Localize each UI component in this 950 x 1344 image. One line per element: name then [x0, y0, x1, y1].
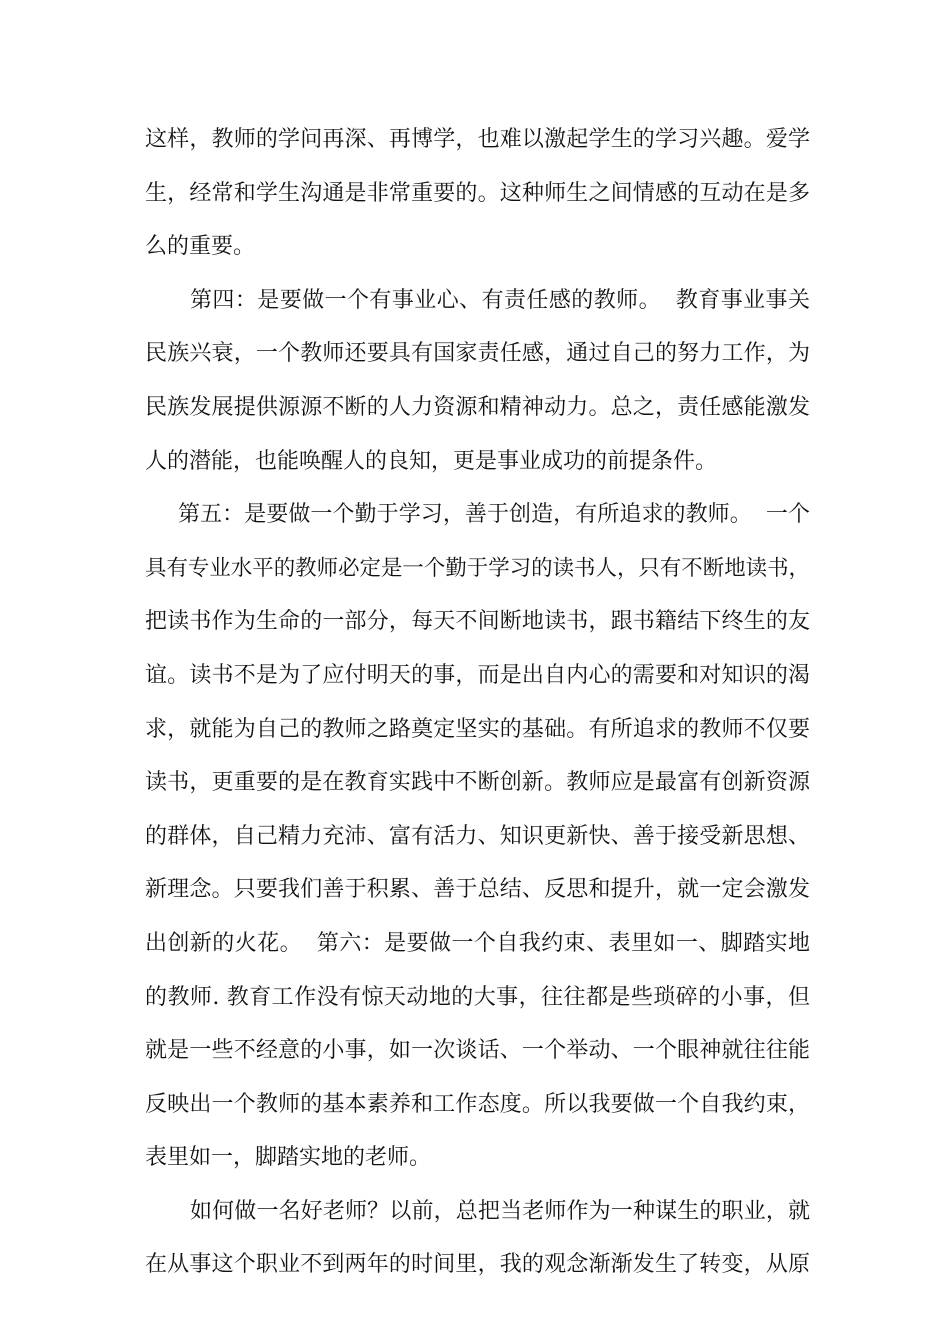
text-line: 如何做一名好老师？以前，总把当老师作为一种谋生的职业，就 — [190, 1198, 810, 1224]
text-line: 具有专业水平的教师必定是一个勤于学习的读书人，只有不断地读书， — [145, 555, 810, 581]
text-line: 第四：是要做一个有事业心、有责任感的教师。 教育事业事关 — [190, 287, 810, 313]
text-line: 这样，教师的学问再深、再博学，也难以激起学生的学习兴趣。爱学 — [145, 127, 810, 152]
text-line: 就是一些不经意的小事，如一次谈话、一个举动、一个眼神就往往能 — [145, 1038, 810, 1064]
text-line: 读书，更重要的是在教育实践中不断创新。教师应是最富有创新资源 — [145, 770, 810, 796]
text-line: 民族兴衰，一个教师还要具有国家责任感，通过自己的努力工作，为 — [145, 341, 810, 367]
text-line: 反映出一个教师的基本素养和工作态度。所以我要做一个自我约束， — [145, 1091, 810, 1117]
text-line: 么的重要。 — [145, 234, 256, 260]
text-line: 第五：是要做一个勤于学习，善于创造，有所追求的教师。 一个 — [178, 502, 810, 528]
document-body — [145, 113, 810, 1292]
text-line: 在从事这个职业不到两年的时间里，我的观念渐渐发生了转变，从原 — [145, 1252, 810, 1278]
text-line: 人的潜能，也能唤醒人的良知，更是事业成功的前提条件。 — [145, 448, 718, 474]
text-line: 新理念。只要我们善于积累、善于总结、反思和提升，就一定会激发 — [145, 877, 810, 903]
text-line: 谊。读书不是为了应付明天的事，而是出自内心的需要和对知识的渴 — [145, 662, 810, 688]
text-line: 生，经常和学生沟通是非常重要的。这种师生之间情感的互动在是多 — [145, 180, 810, 206]
text-line: 的教师. 教育工作没有惊天动地的大事，往往都是些琐碎的小事，但 — [145, 984, 810, 1010]
text-line: 出创新的火花。 第六：是要做一个自我约束、表里如一、脚踏实地 — [145, 930, 810, 956]
text-line: 的群体，自己精力充沛、富有活力、知识更新快、善于接受新思想、 — [145, 823, 810, 849]
text-line: 表里如一，脚踏实地的老师。 — [145, 1145, 432, 1171]
text-line: 把读书作为生命的一部分，每天不间断地读书，跟书籍结下终生的友 — [145, 609, 810, 635]
text-line: 求，就能为自己的教师之路奠定坚实的基础。有所追求的教师不仅要 — [145, 716, 810, 742]
text-line: 民族发展提供源源不断的人力资源和精神动力。总之，责任感能激发 — [145, 394, 810, 420]
